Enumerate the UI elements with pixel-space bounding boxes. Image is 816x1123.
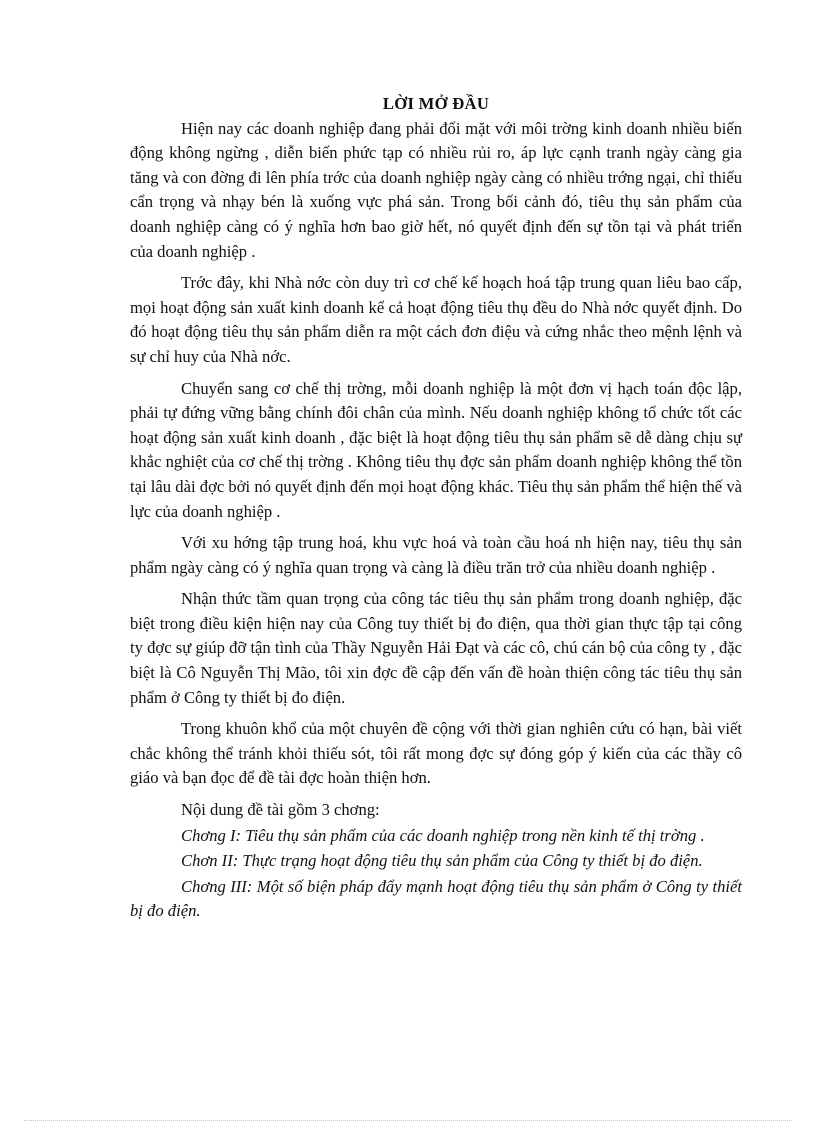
- paragraph-intro: Hiện nay các doanh nghiệp đang phải đối mặt với môi trờng kinh doanh nhiều biến động không ngừng , diễn biến phức tạp có nhiều rủi ro, áp lực cạnh tranh ngày càng gia tăng và con đờng đi lên phía trớc của doanh nghiệp ngày càng có nhiều trớng ngại, chỉ thiếu cẩn trọng và nhạy bén là xuống vực phá sản. Trong bối cảnh đó, tiêu thụ sản phẩm của doanh nghiệp càng có ý nghĩa hơn bao giờ hết, nó quyết định đến sự tồn tại và phát triển của doanh nghiệp .: [130, 118, 742, 261]
- paragraph-globalization: Với xu hớng tập trung hoá, khu vực hoá và toàn cầu hoá nh hiện nay, tiêu thụ sản phẩm ngày càng có ý nghĩa quan trọng và càng là điều trăn trở của nhiều doanh nghiệp .: [130, 533, 742, 577]
- paragraph-acknowledgement: Nhận thức tầm quan trọng của công tác tiêu thụ sản phẩm trong doanh nghiệp, đặc biệt trong điều kiện hiện nay của Công tuy thiết bị đo điện, qua thời gian thực tập tại công ty đợc sự giúp đỡ tận tình của Thầy Nguyễn Hải Đạt và các cô, chú cán bộ của công ty , đặc biệt là Cô Nguyễn Thị Mão, tôi xin đợc đề cập đến vấn đề hoàn thiện công tác tiêu thụ sản phẩm ở Công ty thiết bị đo điện.: [130, 589, 742, 707]
- page-bottom-divider: [24, 1120, 792, 1121]
- document-title: LỜI MỞ ĐẦU: [382, 94, 490, 113]
- paragraph-limitations: Trong khuôn khổ của một chuyên đề cộng với thời gian nghiên cứu có hạn, bài viết chắc không thể tránh khỏi thiếu sót, tôi rất mong đợc sự đóng góp ý kiến của các thầy cô giáo và bạn đọc để đề tài đợc hoàn thiện hơn.: [130, 719, 742, 788]
- paragraph-market-economy: Chuyển sang cơ chế thị trờng, mỗi doanh nghiệp là một đơn vị hạch toán độc lập, phải tự đứng vững bằng chính đôi chân của mình. Nếu doanh nghiệp không tổ chức tốt các hoạt động sản xuất kinh doanh , đặc biệt là hoạt động tiêu thụ sản phẩm sẽ dễ dàng chịu sự khắc nghiệt của cơ chế thị trờng . Không tiêu thụ đợc sản phẩm doanh nghiệp không thể tồn tại lâu dài đợc bởi nó quyết định đến mọi hoạt động khác. Tiêu thụ sản phẩm thể hiện thế và lực của doanh nghiệp .: [130, 378, 742, 521]
- chapter-3: Chơng III: Một số biện pháp đẩy mạnh hoạt động tiêu thụ sản phẩm ở Công ty thiết bị đo điện.: [130, 876, 742, 921]
- chapters-intro: Nội dung đề tài gồm 3 chơng:: [181, 800, 380, 820]
- chapter-1: Chơng I: Tiêu thụ sản phẩm của các doanh nghiệp trong nền kinh tế thị trờng .: [181, 825, 705, 845]
- chapter-2: Chơn II: Thực trạng hoạt động tiêu thụ sản phẩm của Công ty thiết bị đo điện.: [181, 851, 703, 871]
- document-page: [130, 92, 742, 925]
- paragraph-planned-economy: Trớc đây, khi Nhà nớc còn duy trì cơ chế kế hoạch hoá tập trung quan liêu bao cấp, mọi hoạt động sản xuất kinh doanh kể cả hoạt động tiêu thụ đều do Nhà nớc quyết định. Do đó hoạt động tiêu thụ sản phẩm diễn ra một cách đơn điệu và cứng nhắc theo mệnh lệnh và sự chỉ huy của Nhà nớc.: [130, 273, 742, 366]
